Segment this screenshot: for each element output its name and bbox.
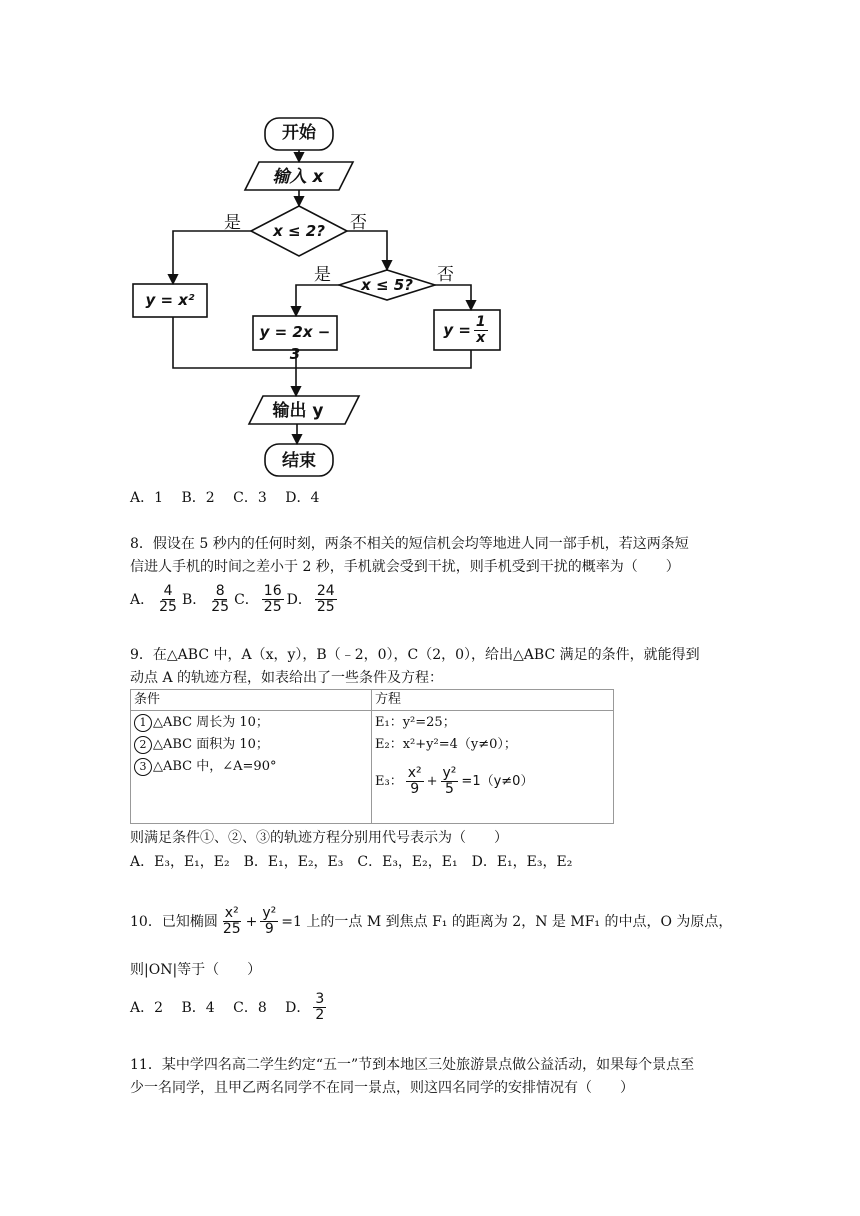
q8-frac-d — [315, 584, 337, 615]
end-label: 结束 — [282, 451, 316, 471]
e3-suffix: =1（y≠0） — [461, 773, 534, 789]
col-equation-header: 方程 — [372, 690, 614, 711]
q10-d-frac — [313, 992, 326, 1023]
q8-frac-c-den: 25 — [263, 599, 282, 615]
e3-x-den: 9 — [410, 781, 420, 797]
q10-x-den: 25 — [222, 921, 241, 937]
q11-line2: 少一名同学，且甲乙两名同学不在同一景点，则这四名同学的安排情况有（ ） — [130, 1080, 634, 1096]
q8-frac-b-num: 8 — [215, 583, 225, 599]
condition-3-text: △ABC 中，∠A=90° — [153, 759, 277, 774]
q8-frac-d-num: 24 — [316, 583, 335, 599]
e3-x-num: x² — [407, 765, 422, 781]
circle-3: 3 — [134, 758, 152, 776]
box1-label: y = x² — [145, 291, 195, 309]
table-header-row — [131, 690, 614, 711]
q8-frac-c-num: 16 — [263, 583, 282, 599]
box3-left: y = — [443, 321, 471, 339]
q10-suffix: =1 上的一点 M 到焦点 F₁ 的距离为 2，N 是 MF₁ 的中点，O 为原点， — [281, 913, 733, 930]
q8-frac-a — [157, 584, 179, 615]
q10-x-frac — [221, 906, 243, 937]
output-label: 输出 y — [272, 401, 324, 421]
q8-frac-c — [262, 584, 284, 615]
q9-options: A．E₃，E₁，E₂ B．E₁，E₂，E₃ C．E₃，E₂，E₁ D．E₁，E₃，E₂ — [130, 854, 573, 870]
q10-y-den: 9 — [264, 921, 274, 937]
q8-option-c: C． — [234, 591, 259, 608]
q9-line2: 动点 A 的轨迹方程，如表给出了一些条件及方程： — [130, 670, 444, 686]
q10-y-frac — [260, 906, 278, 937]
q10-prefix: 10．已知椭圆 — [130, 913, 218, 930]
input-label: 输入 x — [272, 167, 324, 187]
conditions-cell — [131, 711, 372, 824]
q7-option-a: A．1 — [130, 490, 164, 506]
yes-label-2: 是 — [314, 265, 331, 285]
q10-line2: 则|ON|等于（ ） — [130, 962, 262, 978]
col-condition-header: 条件 — [131, 690, 372, 711]
box3-num: 1 — [475, 313, 486, 330]
e3-plus: + — [426, 773, 438, 789]
cond1-label: x ≤ 2? — [273, 222, 325, 240]
condition-1-text: △ABC 周长为 10； — [153, 715, 269, 730]
equation-e1: E₁：y²=25； — [375, 715, 456, 730]
q8-frac-a-den: 25 — [159, 599, 177, 615]
start-label: 开始 — [282, 123, 316, 143]
q8-frac-b-den: 25 — [211, 599, 230, 615]
cond2-label: x ≤ 5? — [361, 276, 413, 294]
q10-x-num: x² — [224, 905, 239, 921]
no-label-2: 否 — [437, 265, 454, 285]
q8-option-d: D． — [286, 591, 312, 608]
equation-e3 — [375, 766, 610, 797]
box3-den: x — [476, 329, 486, 346]
q8-line2: 信进人手机的时间之差小于 2 秒，手机就会受到干扰，则手机受到干扰的概率为（ ） — [130, 559, 680, 575]
no-label-1: 否 — [350, 213, 367, 233]
circle-2: 2 — [134, 736, 152, 754]
circle-1: 1 — [134, 714, 152, 732]
q9-ask: 则满足条件①、②、③的轨迹方程分别用代号表示为（ ） — [130, 830, 508, 846]
q10-line1 — [130, 906, 732, 937]
e3-prefix: E₃： — [375, 773, 403, 789]
e3-y-frac — [441, 766, 459, 797]
q8-frac-d-den: 25 — [316, 599, 335, 615]
q9-table — [130, 689, 614, 824]
q11-line1: 11．某中学四名高二学生约定“五一”节到本地区三处旅游景点做公益活动，如果每个景点至 — [130, 1057, 695, 1073]
q7-option-b: B．2 — [181, 490, 215, 506]
q10-plus: + — [245, 913, 258, 930]
condition-1 — [134, 712, 368, 734]
box3-label — [434, 312, 500, 348]
box2-label: y = 2x − 3 — [259, 323, 331, 363]
q8-frac-b — [209, 584, 231, 615]
q8-line1: 8．假设在 5 秒内的任何时刻，两条不相关的短信机会均等地进人同一部手机，若这两条短 — [130, 536, 689, 552]
q10-options-text: A．2 B．4 C．8 D． — [130, 999, 311, 1016]
condition-2 — [134, 734, 368, 756]
equation-e2: E₂：x²+y²=4（y≠0）； — [375, 737, 517, 752]
q7-option-c: C．3 — [233, 490, 267, 506]
e3-y-den: 5 — [445, 781, 454, 797]
q9-line1: 9．在△ABC 中，A（x，y），B（﹣2，0），C（2，0），给出△ABC 满足的条件，就能得到 — [130, 647, 700, 663]
table-row — [131, 711, 614, 824]
e3-y-num: y² — [442, 765, 457, 781]
q8-options — [130, 584, 340, 615]
q7-options — [130, 488, 319, 508]
q7-option-d: D．4 — [285, 490, 320, 506]
e3-x-frac — [406, 766, 424, 797]
q10-d-num: 3 — [315, 991, 325, 1007]
q8-option-b: B． — [181, 591, 207, 608]
box3-fraction — [474, 315, 488, 346]
q8-option-a: A． — [130, 591, 155, 608]
q8-frac-a-num: 4 — [163, 583, 173, 599]
condition-3 — [134, 756, 368, 778]
q10-options — [130, 992, 329, 1023]
q10-d-den: 2 — [315, 1007, 325, 1023]
q10-y-num: y² — [262, 905, 277, 921]
yes-label-1: 是 — [224, 213, 241, 233]
equations-cell — [372, 711, 614, 824]
condition-2-text: △ABC 面积为 10； — [153, 737, 269, 752]
